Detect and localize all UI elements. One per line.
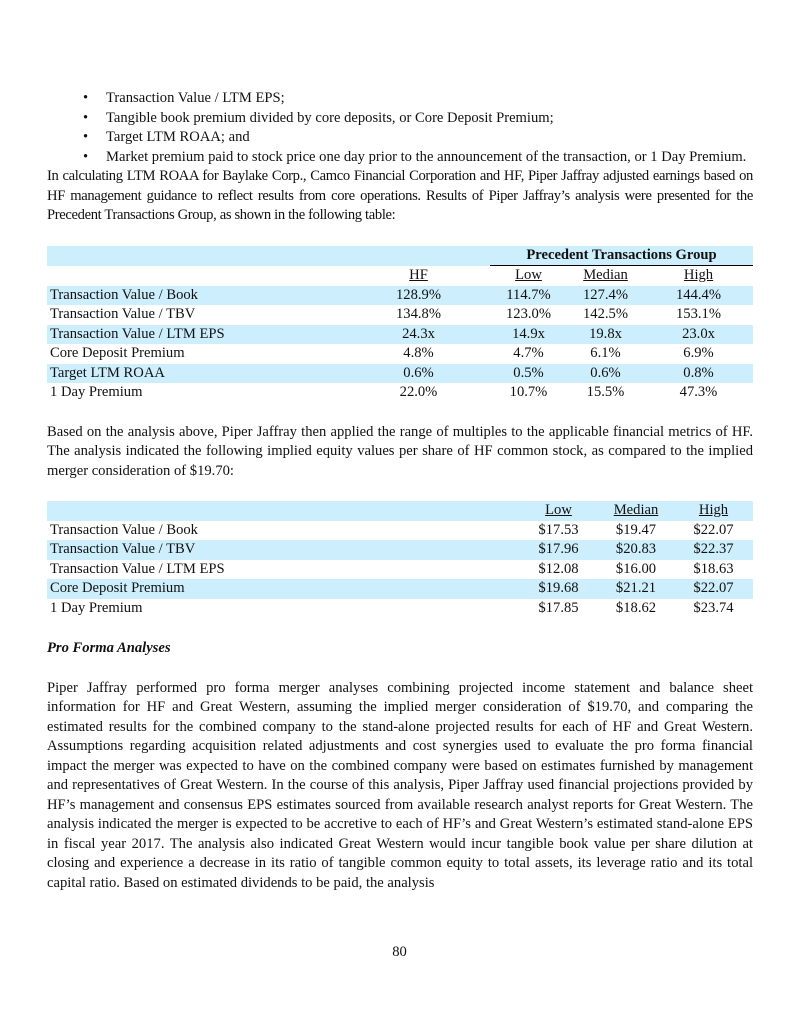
cell-hf: 4.8% [403,345,434,361]
row-label: 1 Day Premium [50,599,143,616]
cell-hf: 22.0% [399,384,438,400]
page-number: 80 [392,944,407,960]
cell-hf: 24.3x [347,325,490,345]
table-row [47,364,753,384]
column-header-hf: HF [409,266,428,283]
bullet-icon: • [83,129,89,145]
cell-low: $12.08 [538,560,579,577]
table-row [47,344,753,364]
cell-hf: 134.8% [396,306,441,322]
row-label: Core Deposit Premium [47,579,519,599]
cell-median: $16.00 [615,560,657,577]
cell-median: $19.47 [615,521,657,538]
bullet-icon: • [83,109,89,126]
cell-median: $21.21 [598,579,674,599]
row-label: Target LTM ROAA [47,364,347,384]
cell-low: 123.0% [506,306,551,322]
cell-high: 6.9% [683,345,714,361]
cell-hf: 0.6% [347,364,490,384]
cell-low: $17.96 [519,540,598,560]
column-header-low: Low [545,502,572,518]
table-row [47,286,753,306]
bullet-icon: • [83,148,89,165]
column-header-low: Low [515,267,542,283]
bullet-item [47,89,753,109]
cell-high: $22.07 [693,521,734,538]
cell-low: $17.53 [538,521,579,538]
middle-paragraph: Based on the analysis above, Piper Jaffray then applied the range of multiples to the applicable financial metrics of HF. The analysis indicated the following implied equity values per share of HF common stock, as compared to the implied merger consideration of $19.70: [47,423,753,479]
row-label: Core Deposit Premium [50,345,185,361]
cell-median: 0.6% [567,364,644,384]
cell-high: $22.37 [674,540,753,560]
table-row [47,521,753,541]
table-row [47,560,753,580]
table-row [47,325,753,345]
bullet-list [47,89,753,167]
bullet-text: Transaction Value / LTM EPS; [106,90,285,106]
bullet-item [47,148,753,168]
cell-high: 0.8% [644,364,753,384]
cell-low: 114.7% [490,286,567,306]
cell-median: 127.4% [567,286,644,306]
cell-low: 10.7% [509,384,548,400]
table-row [47,540,753,560]
table-row [47,599,753,619]
cell-median: 19.8x [567,325,644,345]
cell-median: $18.62 [615,599,657,616]
section-heading: Pro Forma Analyses [47,640,171,656]
cell-high: $18.63 [693,560,734,577]
cell-high: $22.07 [674,579,753,599]
table-group-header-row [47,246,753,266]
cell-median: 15.5% [586,384,625,400]
cell-low: 4.7% [513,345,544,361]
cell-high: 47.3% [679,384,718,400]
bullet-item [47,128,753,148]
cell-low: $17.85 [538,599,579,616]
pro-forma-paragraph: Piper Jaffray performed pro forma merger analyses combining projected income statement and balance sheet information for HF and Great Western, assuming the implied merger consideration of $19.70, and comparing the estimated results for the combined company to the stand-alone projected results for each of HF and Great Western. Assumptions regarding acquisition related adjustments and cost synergies used to evaluate the pro forma financial impact the merger was expected to have on the combined company were based on estimates furnished by management and representatives of Great Western. In the course of this analysis, Piper Jaffray used financial projections provided by HF’s management and consensus EPS estimates sourced from available research analyst reports for Great Western. The analysis indicated the merger is expected to be accretive to each of HF’s and Great Western’s estimated stand-alone EPS in fiscal year 2017. The analysis also indicated Great Western would incur tangible book value per share dilution at closing and experience a decrease in its ratio of tangible common equity to total assets, its leverage ratio and its total capital ratio. Based on estimated dividends to be paid, the analysis [47,679,753,891]
table-column-header-row [47,266,753,286]
group-header: Precedent Transactions Group [490,246,753,266]
cell-low: 14.9x [490,325,567,345]
cell-median: $20.83 [598,540,674,560]
cell-median: 6.1% [590,345,621,361]
precedent-transactions-table [47,246,753,403]
row-label: Transaction Value / TBV [50,306,196,322]
bullet-text: Tangible book premium divided by core deposits, or Core Deposit Premium; [106,109,554,126]
intro-paragraph: In calculating LTM ROAA for Baylake Corp., Camco Financial Corporation and HF, Piper Jaffray adjusted earnings based on HF management guidance to reflect results from core operations. Results of Piper Jaffray’s analysis were presented for the Precedent Transactions Group, as shown in the following table: [47,168,753,223]
cell-hf: 128.9% [347,286,490,306]
row-label: Transaction Value / Book [50,521,198,538]
document-page [47,89,753,893]
bullet-icon: • [83,90,89,106]
column-header-median: Median [583,267,628,283]
cell-low: $19.68 [519,579,598,599]
bullet-text: Target LTM ROAA; and [106,129,250,145]
column-header-high: High [683,267,714,283]
cell-low: 0.5% [490,364,567,384]
cell-median: 142.5% [583,306,628,322]
row-label: Transaction Value / TBV [47,540,519,560]
bullet-item [47,109,753,129]
table-row [47,579,753,599]
table-row [47,383,753,403]
cell-high: 153.1% [676,306,721,322]
implied-equity-values-table [47,501,753,618]
bullet-text: Market premium paid to stock price one day prior to the announcement of the transaction, or 1 Day Premium. [106,148,747,165]
row-label: Transaction Value / Book [47,286,347,306]
table-column-header-row [47,501,753,521]
column-header-high: High [698,502,729,518]
column-header-median: Median [613,502,659,518]
cell-high: $23.74 [693,599,734,616]
row-label: 1 Day Premium [50,384,143,400]
row-label: Transaction Value / LTM EPS [47,325,347,345]
cell-high: 23.0x [644,325,753,345]
cell-high: 144.4% [644,286,753,306]
table-row [47,305,753,325]
row-label: Transaction Value / LTM EPS [50,560,225,577]
